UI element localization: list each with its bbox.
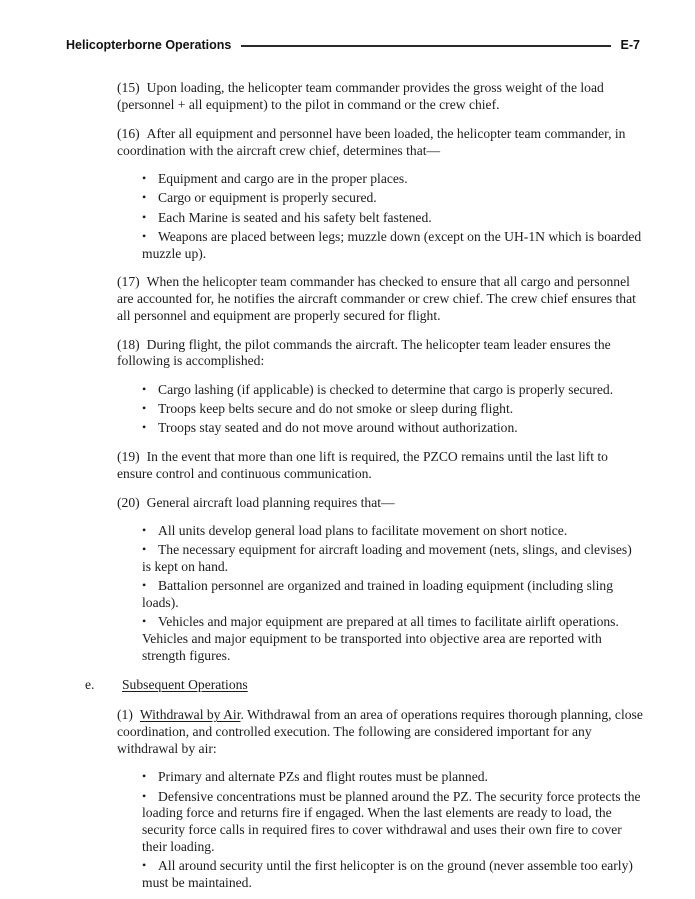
list-item [142, 858, 643, 891]
list-item-text: Each Marine is seated and his safety belt fastened. [158, 209, 432, 225]
paragraph-text: General aircraft load planning requires that— [146, 494, 395, 510]
paragraph-17 [117, 274, 643, 324]
bullet-list-20 [142, 523, 643, 664]
list-item-text: Troops keep belts secure and do not smoke or sleep during flight. [158, 401, 514, 417]
list-item-text: Battalion personnel are organized and trained in loading equipment (including sling loads). [142, 578, 614, 611]
section-letter: e. [85, 676, 95, 692]
bullet-icon: • [142, 190, 147, 205]
paragraph-number: (17) [117, 274, 140, 290]
list-item [142, 769, 643, 786]
bullet-icon: • [142, 523, 147, 538]
list-item-text: Troops stay seated and do not move around without authorization. [158, 420, 518, 436]
document-body [0, 53, 695, 891]
list-item [142, 578, 643, 611]
page-number: E-7 [620, 38, 640, 52]
bullet-icon: • [142, 171, 147, 186]
section-title: Subsequent Operations [122, 676, 248, 692]
list-item-text: The necessary equipment for aircraft loading and movement (nets, slings, and clevises) is kept on hand. [142, 542, 632, 575]
paragraph-number: (18) [117, 336, 140, 352]
list-item [142, 523, 643, 540]
list-item-text: Equipment and cargo are in the proper places. [158, 171, 408, 187]
list-item [142, 614, 643, 664]
list-item [142, 382, 643, 399]
page-header [0, 0, 695, 53]
bullet-icon: • [142, 614, 147, 629]
paragraph-text: After all equipment and personnel have been loaded, the helicopter team commander, in coordination with the aircraft crew chief, determines that— [117, 125, 626, 158]
paragraph-19 [117, 449, 643, 482]
list-item-text: Vehicles and major equipment are prepared at all times to facilitate airlift operations. Vehicles and major equipment to be transported into objective area are reported with strength figures. [142, 614, 619, 663]
list-item [142, 789, 643, 856]
list-item [142, 542, 643, 575]
bullet-icon: • [142, 401, 147, 416]
paragraph-number: (15) [117, 80, 140, 96]
bullet-icon: • [142, 788, 147, 803]
paragraph-text: When the helicopter team commander has checked to ensure that all cargo and personnel are accounted for, he notifies the aircraft commander or crew chief. The crew chief ensures that all personnel and equipment are properly secured for flight. [117, 274, 636, 323]
bullet-list-withdrawal [142, 769, 643, 891]
bullet-list-16 [142, 171, 643, 262]
bullet-icon: • [142, 578, 147, 593]
paragraph-number: (16) [117, 125, 140, 141]
paragraph-18 [117, 337, 643, 370]
paragraph-number: (19) [117, 449, 140, 465]
list-item-text: All units develop general load plans to facilitate movement on short notice. [158, 523, 568, 539]
list-item [142, 210, 643, 227]
section-heading-e [85, 677, 643, 694]
bullet-icon: • [142, 209, 147, 224]
header-title: Helicopterborne Operations [66, 38, 232, 52]
paragraph-1-withdrawal [117, 707, 643, 757]
list-item [142, 190, 643, 207]
list-item [142, 171, 643, 188]
list-item-text: All around security until the first helicopter is on the ground (never assemble too early) must be maintained. [142, 857, 633, 890]
bullet-icon: • [142, 769, 147, 784]
list-item-text: Cargo or equipment is properly secured. [158, 190, 377, 206]
bullet-icon: • [142, 420, 147, 435]
paragraph-number: (1) [117, 707, 133, 723]
header-rule-line [241, 45, 610, 47]
paragraph-20 [117, 495, 643, 512]
list-item [142, 229, 643, 262]
paragraph-number: (20) [117, 494, 140, 510]
list-item [142, 420, 643, 437]
list-item [142, 401, 643, 418]
paragraph-15 [117, 80, 643, 113]
paragraph-text: . Withdrawal from an area of operations requires thorough planning, close coordination, and controlled execution. The following are considered important for any withdrawal by air: [117, 707, 643, 756]
paragraph-lead-underlined: Withdrawal by Air [139, 707, 241, 723]
bullet-icon: • [142, 228, 147, 243]
paragraph-text: In the event that more than one lift is required, the PZCO remains until the last lift to ensure control and continuous communication. [117, 449, 608, 481]
bullet-icon: • [142, 857, 147, 872]
paragraph-16 [117, 126, 643, 159]
bullet-icon: • [142, 542, 147, 557]
list-item-text: Cargo lashing (if applicable) is checked to determine that cargo is properly secured. [158, 381, 614, 397]
list-item-text: Defensive concentrations must be planned around the PZ. The security force protects the loading force and returns fire if engaged. When the last elements are ready to load, the security force calls in required fires to cover withdrawal and uses their own fire to cover their loading. [142, 788, 641, 854]
bullet-list-18 [142, 382, 643, 437]
list-item-text: Weapons are placed between legs; muzzle down (except on the UH-1N which is boarded muzzle up). [142, 228, 642, 261]
paragraph-text: Upon loading, the helicopter team commander provides the gross weight of the load (personnel + all equipment) to the pilot in command or the crew chief. [117, 80, 604, 113]
list-item-text: Primary and alternate PZs and flight routes must be planned. [158, 769, 488, 785]
paragraph-text: During flight, the pilot commands the aircraft. The helicopter team leader ensures the following is accomplished: [117, 336, 611, 369]
bullet-icon: • [142, 381, 147, 396]
